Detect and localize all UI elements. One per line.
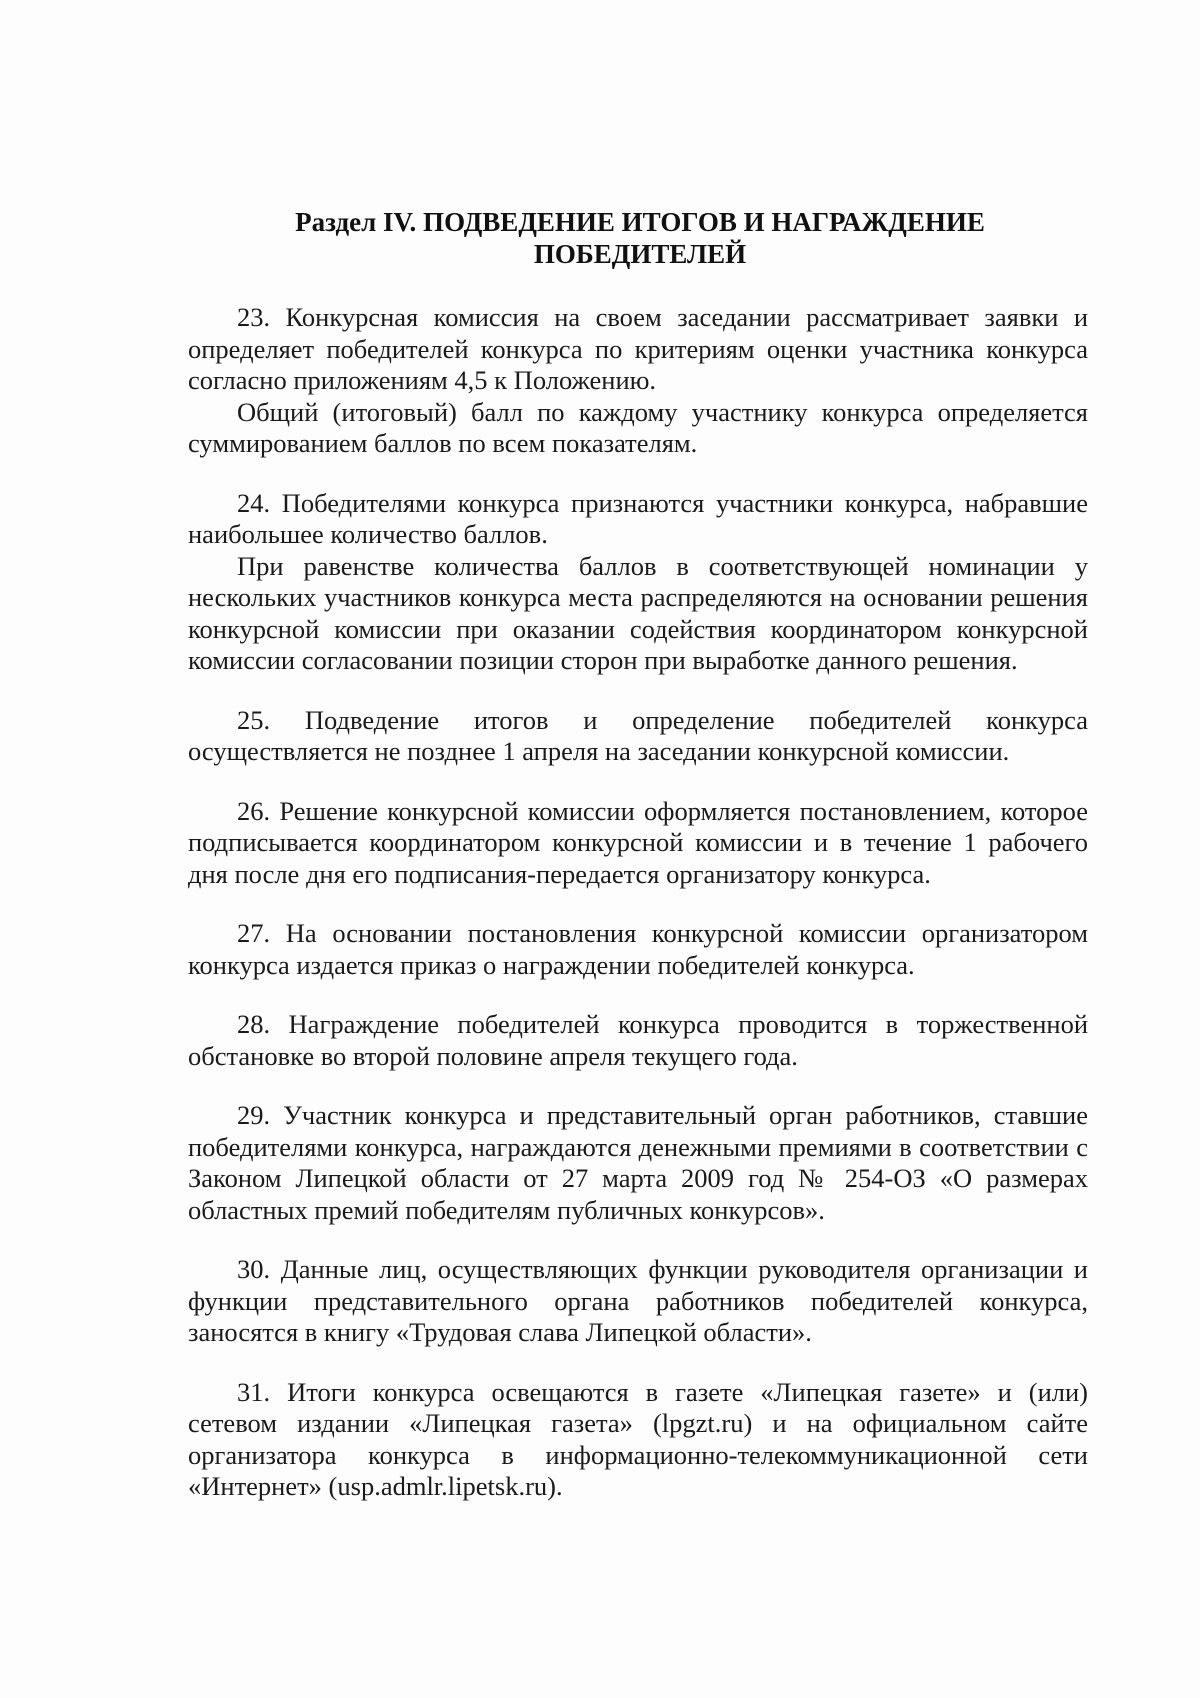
paragraph-24-tie-rule: При равенстве количества баллов в соответствующей номинации у нескольких участников конкурса места распределяются на основании решения конкурсной комиссии при оказании содействия координатором конкурсной комиссии согласовании позиции сторон при выработке данного решения. — [188, 550, 1088, 675]
paragraph-26: 26. Решение конкурсной комиссии оформляется постановлением, которое подписывается координатором конкурсной комиссии и в течение 1 рабочего дня после дня его подписания-передается организатору конкурса. — [188, 795, 1088, 889]
paragraph-31: 31. Итоги конкурса освещаются в газете «Липецкая газете» и (или) сетевом издании «Липецкая газета» (lpgzt.ru) и на официальном сайте организатора конкурса в информационно-телекоммуникационной сети «Интернет» (usp.admlr.lipetsk.ru). — [188, 1376, 1088, 1501]
document-body — [188, 302, 1088, 1503]
paragraph-24: 24. Победителями конкурса признаются участники конкурса, набравшие наибольшее количество баллов. — [188, 487, 1088, 549]
section-title-line-2: ПОБЕДИТЕЛЕЙ — [533, 239, 747, 269]
paragraph-28: 28. Награждение победителей конкурса проводится в торжественной обстановке во второй половине апреля текущего года. — [188, 1009, 1088, 1071]
section-title-line-1: Раздел IV. ПОДВЕДЕНИЕ ИТОГОВ И НАГРАЖДЕНИЕ — [295, 207, 985, 237]
section-title — [240, 206, 1040, 270]
paragraph-27: 27. На основании постановления конкурсной комиссии организатором конкурса издается приказ о награждении победителей конкурса. — [188, 918, 1088, 980]
paragraph-30: 30. Данные лиц, осуществляющих функции руководителя организации и функции представительного органа работников победителей конкурса, заносятся в книгу «Трудовая слава Липецкой области». — [188, 1254, 1088, 1347]
paragraph-29: 29. Участник конкурса и представительный орган работников, ставшие победителями конкурса, награждаются денежными премиями в соответствии с Законом Липецкой области от 27 марта 2009 год № 254-ОЗ «О размерах областных премий победителям публичных конкурсов». — [188, 1100, 1088, 1225]
paragraph-23: 23. Конкурсная комиссия на своем заседании рассматривает заявки и определяет победителей конкурса по критериям оценки участника конкурса согласно приложениям 4,5 к Положению. — [188, 302, 1088, 395]
paragraph-23-total-score: Общий (итоговый) балл по каждому участнику конкурса определяется суммированием баллов по всем показателям. — [188, 396, 1088, 458]
paragraph-25: 25. Подведение итогов и определение победителей конкурса осуществляется не позднее 1 апреля на заседании конкурсной комиссии. — [188, 704, 1088, 766]
